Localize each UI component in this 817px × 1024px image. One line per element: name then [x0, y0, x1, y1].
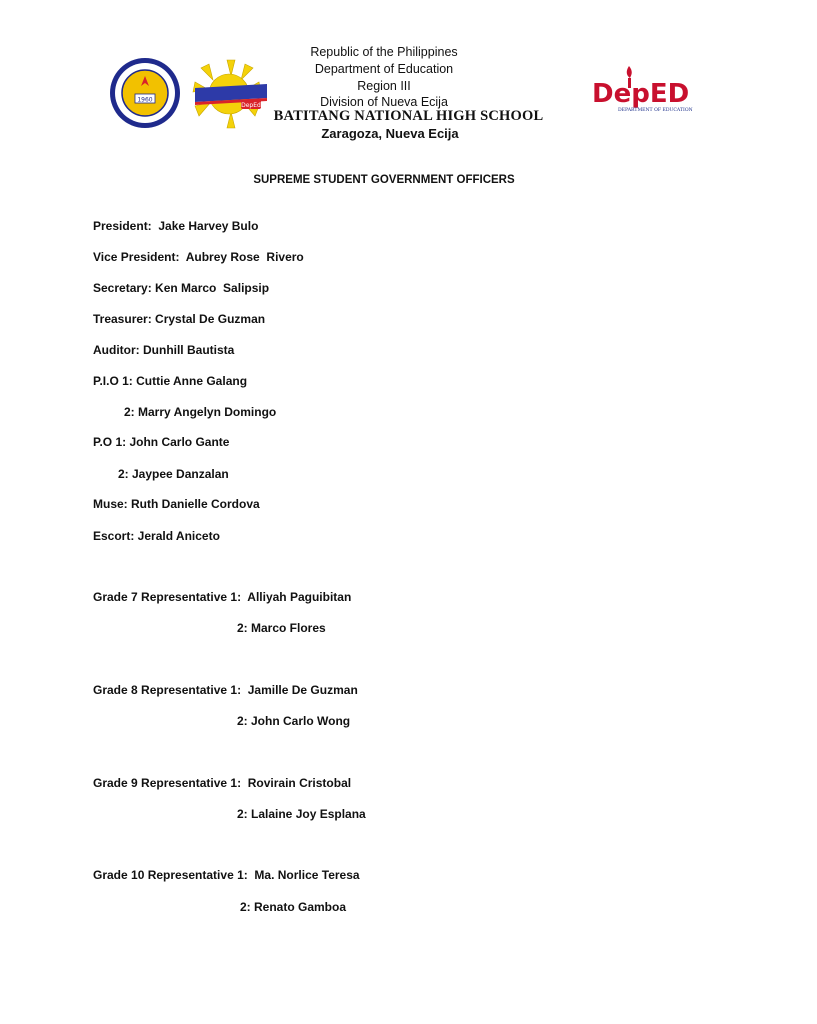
officer-president: President: Jake Harvey Bulo	[93, 219, 259, 233]
ssg-tag: DepEd	[241, 102, 261, 109]
officer-treasurer: Treasurer: Crystal De Guzman	[93, 312, 266, 326]
header-department: Department of Education	[314, 62, 454, 76]
grade-7-rep-1: Grade 7 Representative 1: Alliyah Paguibitan	[93, 590, 352, 604]
officer-po-1: P.O 1: John Carlo Gante	[93, 435, 230, 449]
school-town: Zaragoza, Nueva Ecija	[321, 126, 459, 141]
grade-7-rep-2: 2: Marco Flores	[237, 621, 326, 635]
header-division: Division of Nueva Ecija	[320, 95, 448, 109]
deped-subtitle: DEPARTMENT OF EDUCATION	[618, 108, 693, 113]
grade-8-rep-2: 2: John Carlo Wong	[237, 714, 351, 728]
grade-8-rep-1: Grade 8 Representative 1: Jamille De Guzman	[93, 683, 358, 697]
deped-text: DepED	[592, 79, 690, 109]
officer-pio-1: P.I.O 1: Cuttie Anne Galang	[93, 374, 248, 388]
document-title: SUPREME STUDENT GOVERNMENT OFFICERS	[253, 174, 515, 186]
seal-year: 1960	[137, 96, 153, 104]
officer-po-2: 2: Jaypee Danzalan	[118, 467, 229, 481]
grade-10-rep-2: 2: Renato Gamboa	[240, 900, 347, 914]
officer-pio-2: 2: Marry Angelyn Domingo	[124, 405, 277, 419]
grade-10-rep-1: Grade 10 Representative 1: Ma. Norlice Teresa	[93, 868, 360, 882]
header-country: Republic of the Philippines	[310, 45, 458, 59]
officer-escort: Escort: Jerald Aniceto	[93, 529, 220, 543]
school-name: BATITANG NATIONAL HIGH SCHOOL	[273, 108, 544, 124]
officer-vice-president: Vice President: Aubrey Rose Rivero	[93, 250, 304, 264]
header-region: Region III	[357, 79, 411, 93]
officer-auditor: Auditor: Dunhill Bautista	[93, 343, 235, 357]
grade-9-rep-2: 2: Lalaine Joy Esplana	[237, 807, 366, 821]
officer-muse: Muse: Ruth Danielle Cordova	[93, 497, 260, 511]
officer-secretary: Secretary: Ken Marco Salipsip	[93, 281, 270, 295]
grade-9-rep-1: Grade 9 Representative 1: Rovirain Cristobal	[93, 776, 352, 790]
